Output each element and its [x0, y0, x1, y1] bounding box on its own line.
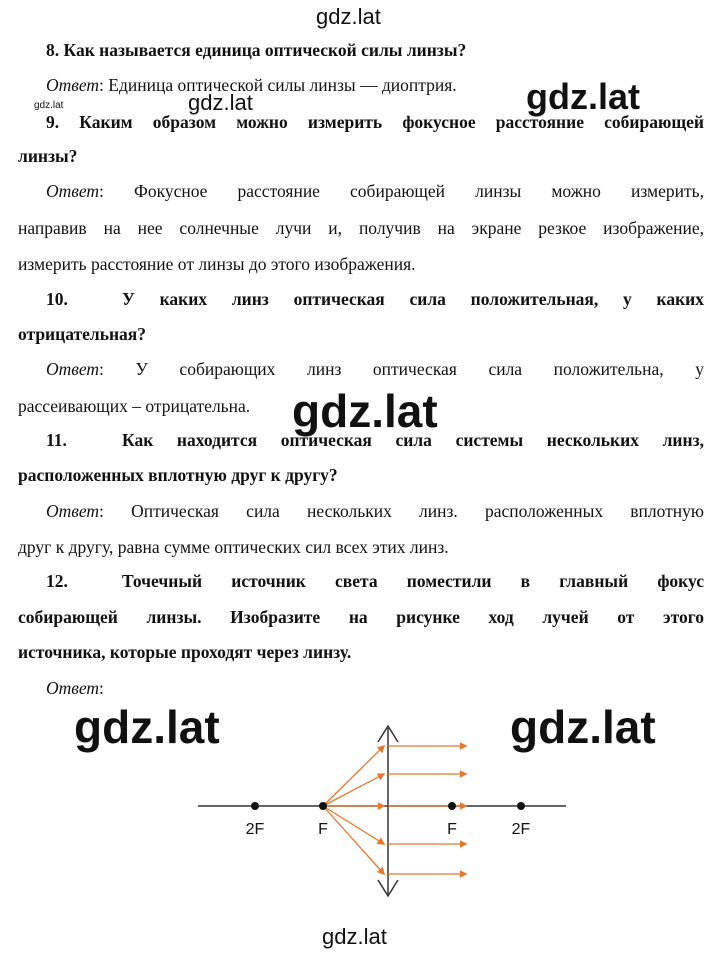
q10-question-line2: отрицательная?: [18, 324, 147, 344]
q12-answer: [46, 678, 104, 699]
q10-answer-line1: [46, 359, 704, 380]
label-right-f: F: [447, 821, 457, 838]
q10-question-text: У каких линз оптическая сила положительная, у каких: [122, 289, 704, 309]
label-left-2f: 2F: [245, 821, 265, 838]
point-right-2f: [517, 802, 525, 810]
q9-question-line1: 9. Каким образом можно измерить фокусное расстояние собирающей: [46, 112, 704, 132]
answer-label: Ответ: [46, 75, 100, 95]
q10-number: 10.: [46, 289, 68, 309]
point-right-f: [448, 802, 456, 810]
answer-label: Ответ: [46, 359, 100, 379]
label-right-2f: 2F: [511, 821, 531, 838]
q9-answer-line1: [46, 181, 704, 202]
answer-label: Ответ: [46, 181, 100, 201]
watermark-mid-small: gdz.lat: [188, 90, 253, 115]
answer-label: Ответ: [46, 501, 100, 521]
q10-answer-text-1: : У собирающих линз оптическая сила положительна, у: [99, 359, 704, 379]
q9-answer-text-1: : Фокусное расстояние собирающей линзы можно измерить,: [99, 181, 704, 201]
watermark-mid-right: gdz.lat: [526, 76, 640, 117]
q8-question: 8. Как называется единица оптической силы линзы?: [46, 40, 467, 60]
q9-answer-line3: измерить расстояние от линзы до этого изображения.: [18, 254, 416, 274]
q10-question-line1: [46, 289, 704, 310]
incident-rays: [323, 746, 384, 874]
q8-answer: [46, 75, 457, 96]
watermark-tiny: gdz.lat: [34, 100, 64, 111]
watermark-bottom: gdz.lat: [322, 924, 387, 949]
label-left-f: F: [318, 821, 328, 838]
watermark-figure-left: gdz.lat: [74, 701, 220, 753]
refracted-rays: [388, 746, 466, 874]
watermark-center: gdz.lat: [292, 385, 438, 437]
lens-ray-diagram: [0, 710, 720, 930]
q12-question-line2: собирающей линзы. Изобразите на рисунке ход лучей от этого: [18, 607, 704, 627]
q9-question-line2: линзы?: [18, 146, 78, 166]
q11-number: 11.: [46, 430, 67, 450]
q11-answer-text-1: : Оптическая сила нескольких линз. расположенных вплотную: [99, 501, 704, 521]
q11-question-line2: расположенных вплотную друг к другу?: [18, 465, 338, 485]
q12-question-line3: источника, которые проходят через линзу.: [18, 642, 352, 662]
q11-answer-line1: [46, 501, 704, 522]
watermark-top: gdz.lat: [316, 4, 381, 29]
q11-question-line1: [46, 430, 704, 451]
point-left-f: [319, 802, 327, 810]
q12-question-text: Точечный источник света поместили в главный фокус: [122, 571, 704, 591]
q10-answer-line2: рассеивающих – отрицательна.: [18, 396, 251, 416]
q12-number: 12.: [46, 571, 68, 591]
answer-label: Ответ: [46, 678, 100, 698]
point-left-2f: [251, 802, 259, 810]
watermark-figure-right: gdz.lat: [510, 701, 656, 753]
q12-question-line1: [46, 571, 704, 592]
q8-answer-text: : Единица оптической силы линзы — диоптрия.: [99, 75, 457, 95]
q9-answer-line2: направив на нее солнечные лучи и, получив на экране резкое изображение,: [18, 218, 704, 238]
q12-answer-text: :: [99, 678, 104, 698]
q11-question-text: Как находится оптическая сила системы нескольких линз,: [122, 430, 704, 450]
q11-answer-line2: друг к другу, равна сумме оптических сил всех этих линз.: [18, 537, 449, 557]
